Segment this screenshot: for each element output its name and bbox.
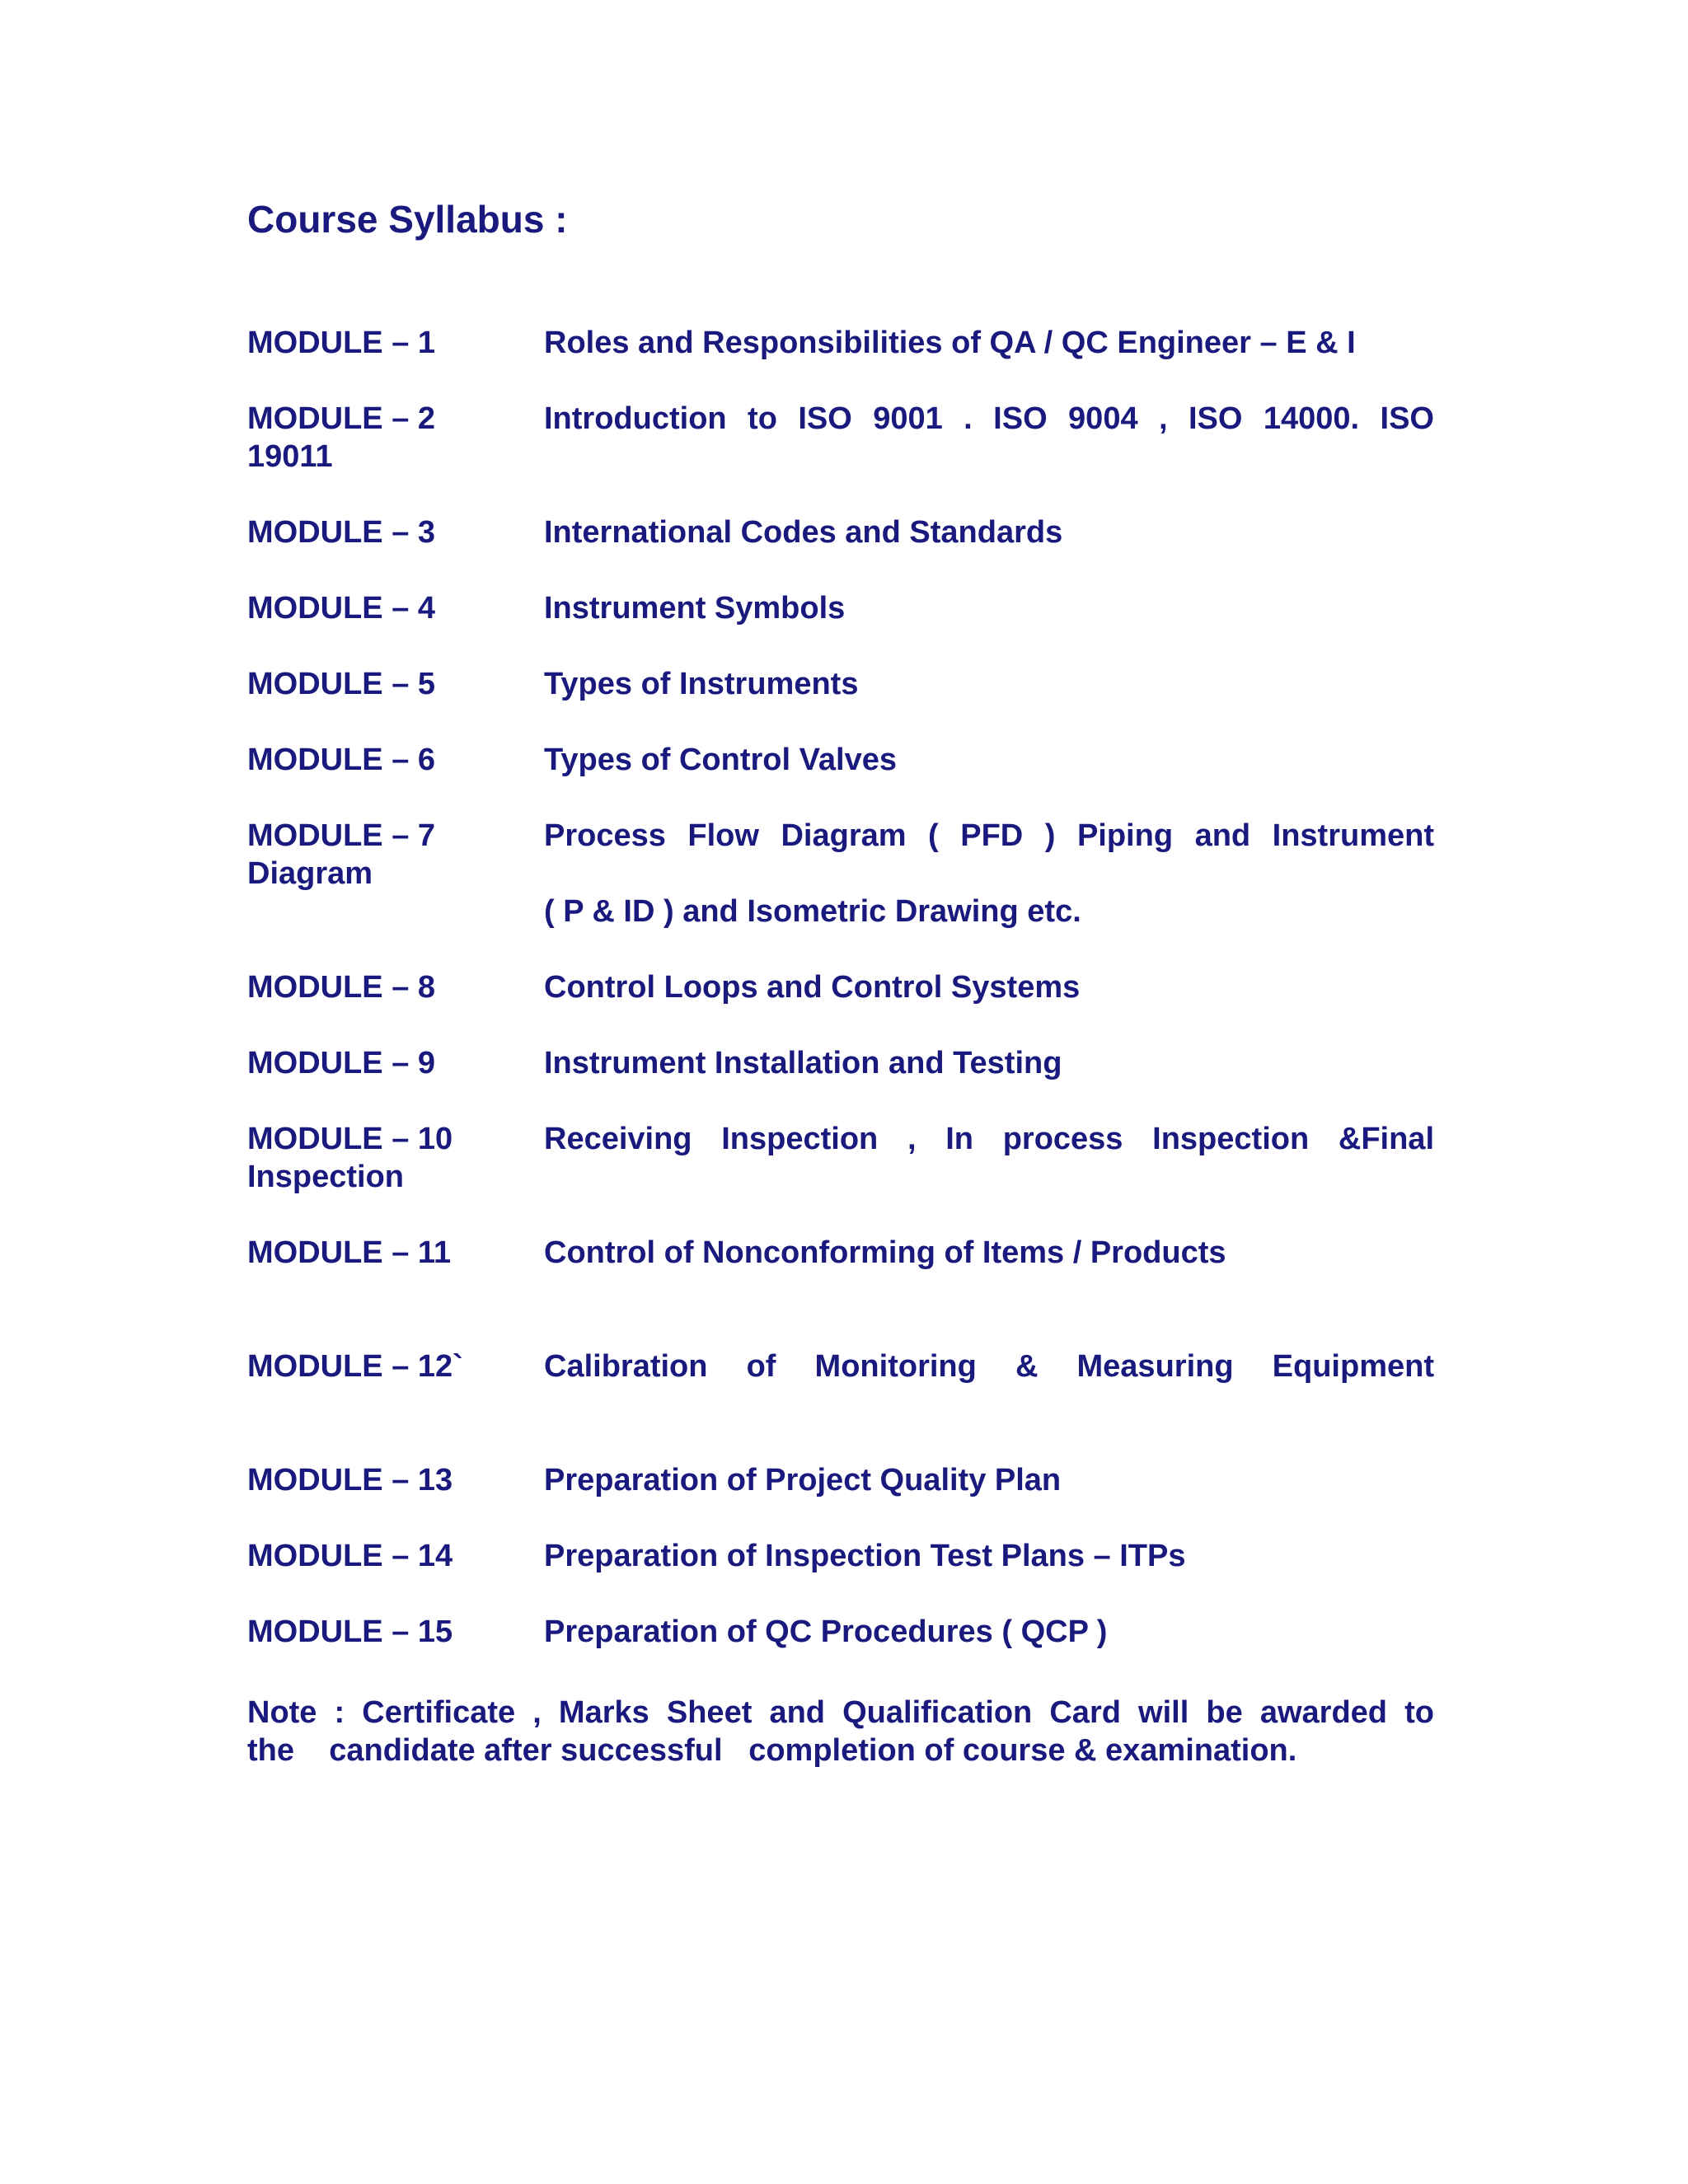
module-description: Control of Nonconforming of Items / Products bbox=[544, 1235, 1226, 1270]
module-code: MODULE – 11 bbox=[247, 1235, 452, 1270]
module-code: MODULE – 1 bbox=[247, 326, 436, 360]
module-code: MODULE – 15 bbox=[247, 1615, 453, 1649]
module-code: MODULE – 3 bbox=[247, 515, 436, 550]
module-description-continuation: Diagram bbox=[247, 856, 373, 891]
module-description-continuation: Inspection bbox=[247, 1160, 405, 1194]
module-description: Roles and Responsibilities of QA / QC Engineer – E & I bbox=[544, 326, 1356, 360]
module-description: Instrument Installation and Testing bbox=[544, 1046, 1062, 1080]
module-code: MODULE – 4 bbox=[247, 591, 436, 626]
module-description: Calibration of Monitoring & Measuring Equipment bbox=[544, 1349, 1434, 1384]
module-description: Preparation of Inspection Test Plans – ITPs bbox=[544, 1539, 1186, 1573]
module-code: MODULE – 5 bbox=[247, 667, 436, 701]
module-code: MODULE – 13 bbox=[247, 1463, 453, 1497]
module-description: Introduction to ISO 9001 . ISO 9004 , ISO 14000. ISO bbox=[544, 401, 1434, 436]
module-code: MODULE – 6 bbox=[247, 743, 436, 777]
note-line-1: Note : Certificate , Marks Sheet and Qualification Card will be awarded to bbox=[247, 1695, 1434, 1730]
module-description: Preparation of QC Procedures ( QCP ) bbox=[544, 1615, 1108, 1649]
completion-note bbox=[247, 1694, 1434, 1769]
module-code: MODULE – 8 bbox=[247, 970, 436, 1005]
module-code: MODULE – 7 bbox=[247, 818, 436, 853]
module-description: Types of Instruments bbox=[544, 667, 859, 701]
module-description: International Codes and Standards bbox=[544, 515, 1063, 550]
module-description-continuation: 19011 bbox=[247, 439, 333, 474]
module-description: Process Flow Diagram ( PFD ) Piping and Instrument bbox=[544, 818, 1434, 853]
module-code: MODULE – 12` bbox=[247, 1349, 463, 1384]
module-description: Control Loops and Control Systems bbox=[544, 970, 1081, 1005]
page-title: Course Syllabus : bbox=[247, 198, 568, 241]
module-code: MODULE – 10 bbox=[247, 1122, 453, 1156]
module-description: Instrument Symbols bbox=[544, 591, 846, 626]
module-code: MODULE – 9 bbox=[247, 1046, 436, 1080]
module-description-second-line: ( P & ID ) and Isometric Drawing etc. bbox=[544, 894, 1081, 929]
module-code: MODULE – 2 bbox=[247, 401, 436, 436]
module-code: MODULE – 14 bbox=[247, 1539, 453, 1573]
module-description: Types of Control Valves bbox=[544, 743, 897, 777]
note-line-2: the candidate after successful completion of course & examination. bbox=[247, 1733, 1297, 1768]
module-description: Preparation of Project Quality Plan bbox=[544, 1463, 1062, 1497]
module-description: Receiving Inspection , In process Inspection &Final bbox=[544, 1122, 1434, 1156]
